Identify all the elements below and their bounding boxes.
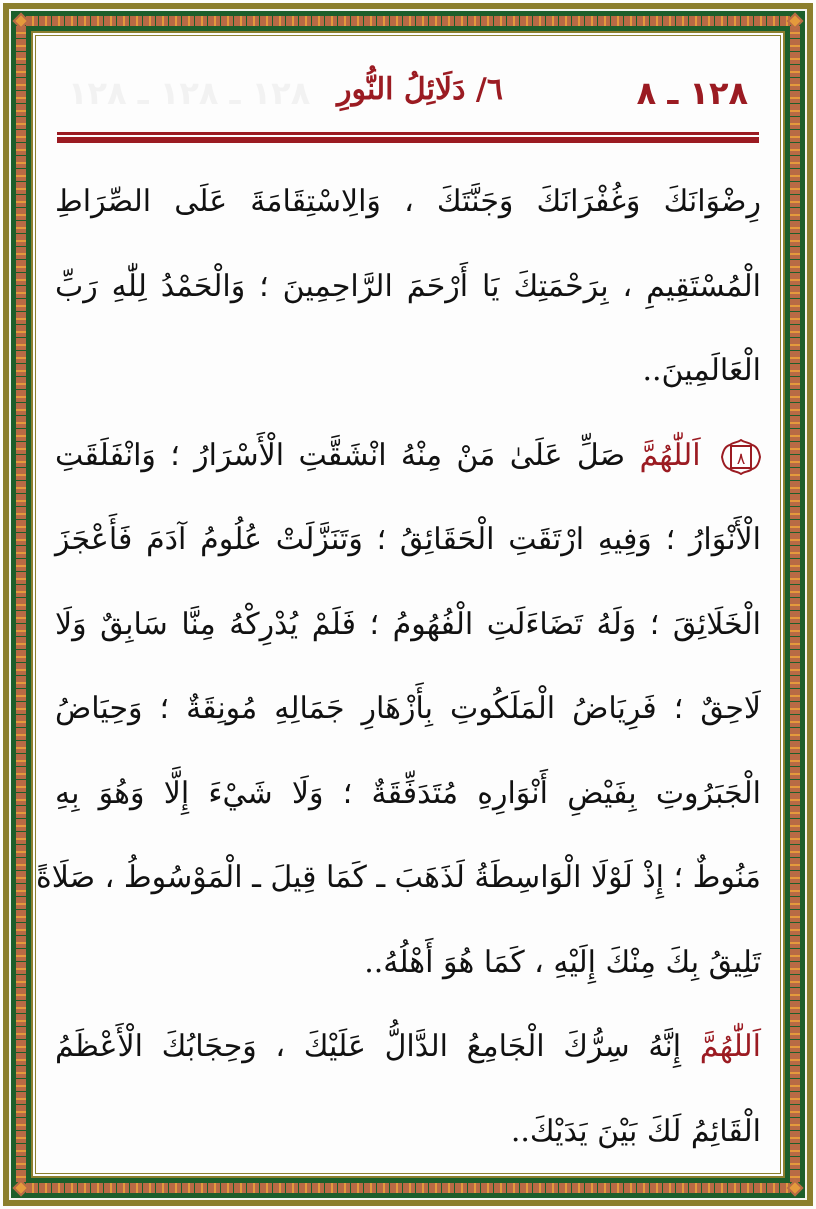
page-header xyxy=(58,70,758,130)
line-text: الْعَالَمِينَ.. xyxy=(642,353,761,388)
text-line xyxy=(55,245,761,330)
header-rule-thick xyxy=(57,137,759,143)
text-line xyxy=(55,583,761,668)
ghost-page-number: ١٢٨ ـ ١٢٨ ـ ١٢٨ xyxy=(68,74,311,112)
line-text: صَلِّ عَلَىٰ مَنْ مِنْهُ انْشَقَّتِ الْأَسْرَارُ ؛ وَانْفَلَقَتِ xyxy=(55,437,626,473)
page-body xyxy=(35,160,761,1174)
text-line xyxy=(55,160,761,245)
text-line-section-start xyxy=(55,414,761,499)
line-text: الْمُسْتَقِيمِ ، بِرَحْمَتِكَ يَا أَرْحَمَ الرَّاحِمِينَ ؛ وَالْحَمْدُ لِلّٰهِ رَبِّ xyxy=(55,268,761,304)
header-rule-thin xyxy=(57,132,759,135)
text-line-section-start xyxy=(55,1005,761,1090)
invocation-red: اَللّٰهُمَّ xyxy=(639,437,701,473)
svg-text:٨: ٨ xyxy=(736,448,746,468)
text-line xyxy=(55,1090,761,1175)
running-title: ٦/ دَلَائِلُ النُّورِ xyxy=(336,72,503,107)
line-text: الْأَنْوَارُ ؛ وَفِيهِ ارْتَقَتِ الْحَقَائِقُ ؛ وَتَنَزَّلَتْ عُلُومُ آدَمَ فَأَعْجَزَ xyxy=(55,522,761,557)
text-line xyxy=(55,752,761,837)
line-text: تَلِيقُ بِكَ مِنْكَ إِلَيْهِ ، كَمَا هُوَ أَهْلُهُ.. xyxy=(364,944,761,980)
invocation-red: اَللّٰهُمَّ xyxy=(699,1029,761,1064)
line-text: الْجَبَرُوتِ بِفَيْضِ أَنْوَارِهِ مُتَدَفِّقَةٌ ؛ وَلَا شَيْءَ إِلَّا وَهُوَ بِهِ xyxy=(55,775,761,811)
line-text: لَاحِقٌ ؛ فَرِيَاضُ الْمَلَكُوتِ بِأَزْهَارِ جَمَالِهِ مُونِقَةٌ ؛ وَحِيَاضُ xyxy=(55,691,761,726)
line-text: رِضْوَانَكَ وَغُفْرَانَكَ وَجَنَّتَكَ ، وَالِاسْتِقَامَةَ عَلَى الصِّرَاطِ xyxy=(55,184,761,219)
line-text: الْخَلَائِقَ ؛ وَلَهُ تَضَاءَلَتِ الْفُهُومُ ؛ فَلَمْ يُدْرِكْهُ مِنَّا سَابِقٌ وَلَا xyxy=(55,606,761,642)
section-number-badge-icon xyxy=(721,439,761,475)
text-line xyxy=(35,836,761,921)
text-line xyxy=(55,667,761,752)
page-number: ١٢٨ ـ ٨ xyxy=(636,74,748,112)
line-text: مَنُوطٌ ؛ إِذْ لَوْلَا الْوَاسِطَةُ لَذَهَبَ ـ كَمَا قِيلَ ـ الْمَوْسُوطُ ، صَلَاةً xyxy=(35,860,761,895)
text-line xyxy=(55,498,761,583)
line-text: الْقَائِمُ لَكَ بَيْنَ يَدَيْكَ.. xyxy=(510,1113,761,1149)
text-line xyxy=(55,329,761,414)
line-text: إِنَّهُ سِرُّكَ الْجَامِعُ الدَّالُّ عَلَيْكَ ، وَحِجَابُكَ الْأَعْظَمُ xyxy=(55,1029,682,1064)
text-line xyxy=(55,921,761,1006)
